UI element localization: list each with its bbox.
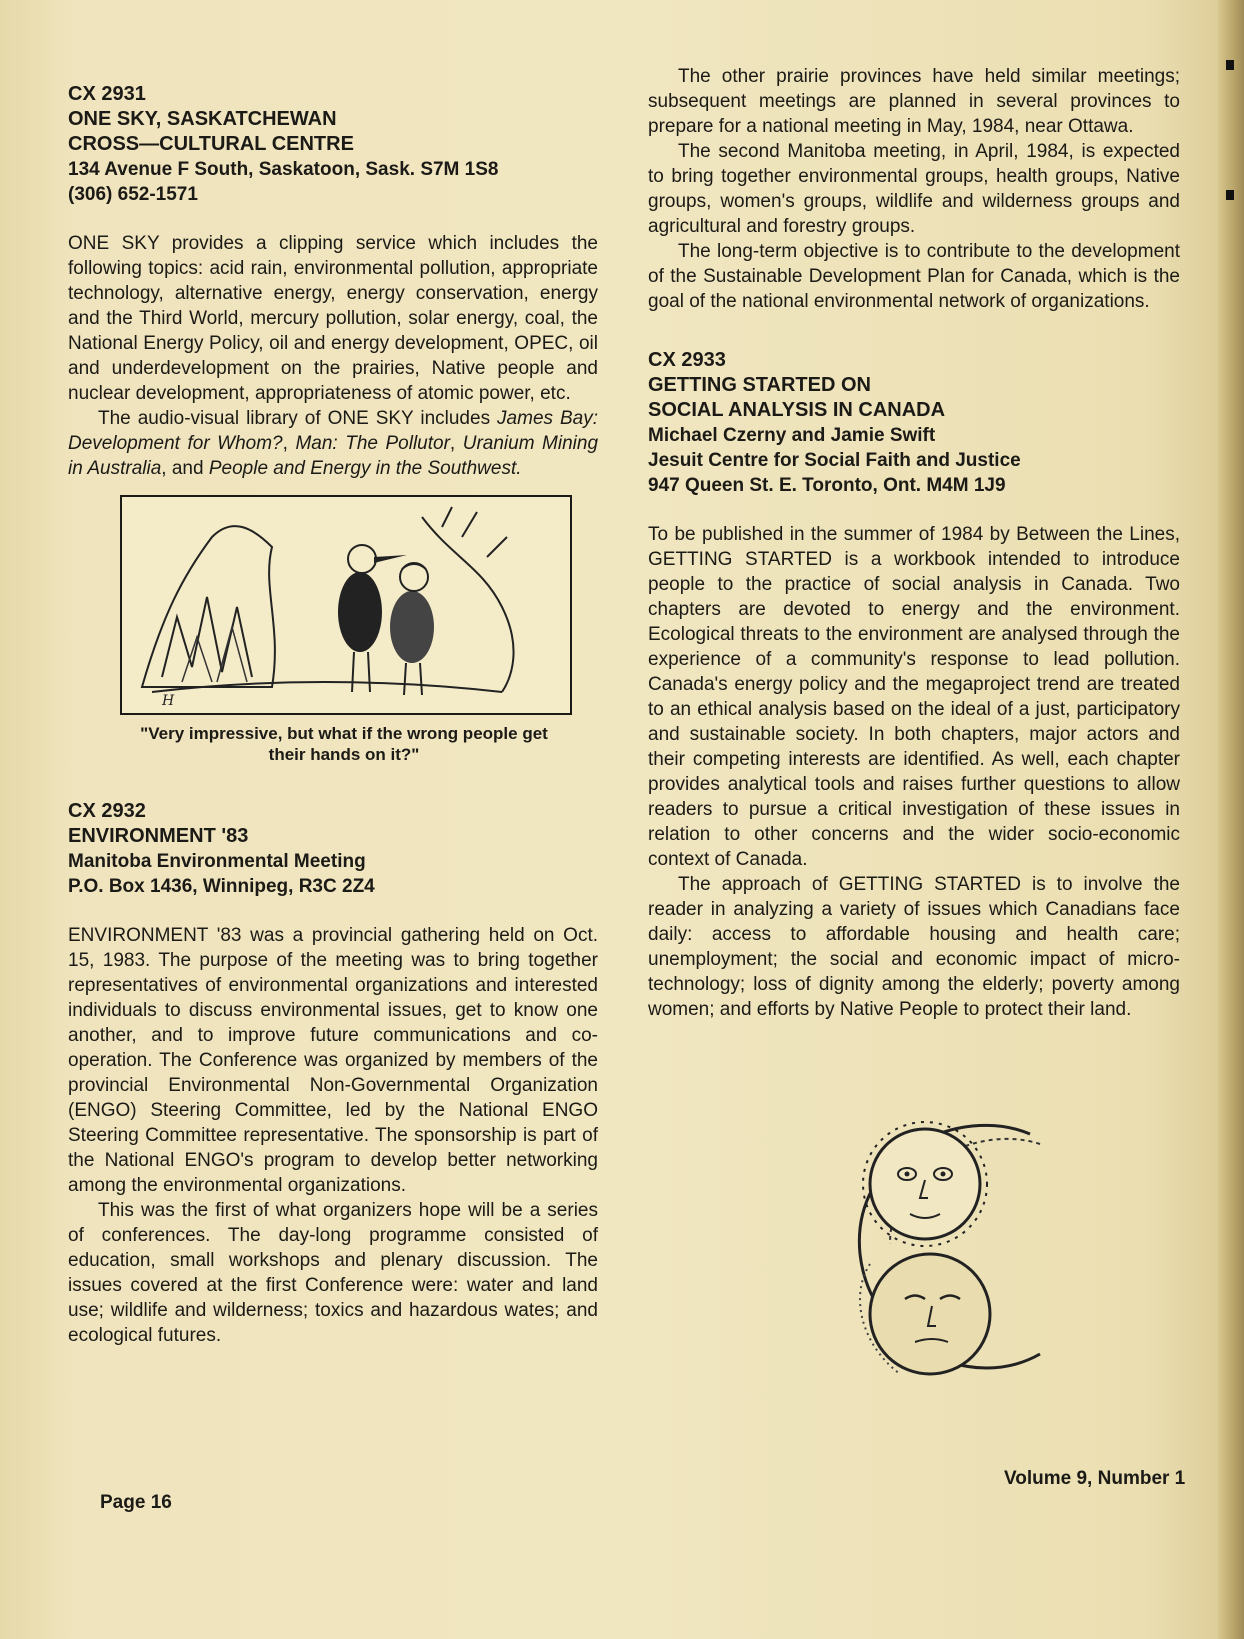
entry-title: ENVIRONMENT '83 [68, 825, 249, 847]
cartoon-illustration [120, 495, 572, 715]
cartoon-drawing [122, 497, 570, 713]
film-title: James Bay: Development for Whom? [68, 408, 598, 454]
entry-title: ONE SKY, SASKATCHEWAN [68, 108, 337, 130]
entry-address: P.O. Box 1436, Winnipeg, R3C 2Z4 [68, 876, 375, 897]
entry-title: GETTING STARTED ON [648, 374, 871, 396]
entry-authors: Michael Czerny and Jamie Swift [648, 425, 936, 446]
entry-cx2931-heading [68, 82, 598, 207]
body-paragraph: The audio-visual library of ONE SKY includes James Bay: Development for Whom?, Man: The Pollutor, Uranium Mining in Australia, and People and Energy in the Southwest. [68, 408, 599, 479]
body-paragraph: The other prairie provinces have held similar meetings; subsequent meetings are planned in several provinces to prepare for a national meeting in May, 1984, near Ottawa. [648, 66, 1180, 137]
page-number: Page 16 [100, 1492, 172, 1513]
entry-address: 134 Avenue F South, Saskatoon, Sask. S7M 1S8 [68, 159, 499, 180]
sun-moon-drawing [810, 1114, 1080, 1394]
sun-moon-illustration [810, 1114, 1080, 1394]
entry-cx2932-heading [68, 799, 598, 899]
body-paragraph: The second Manitoba meeting, in April, 1984, is expected to bring together environmental groups, health groups, Native groups, women's groups, wildlife and wilderness groups and agricultural and forestry groups. [648, 141, 1180, 237]
entry-org: Jesuit Centre for Social Faith and Justice [648, 450, 1021, 471]
body-paragraph: The long-term objective is to contribute to the development of the Sustainable Development Plan for Canada, which is the goal of the national environmental network of organizations. [648, 241, 1180, 312]
film-title: People and Energy in the Southwest. [208, 458, 522, 479]
body-paragraph: To be published in the summer of 1984 by Between the Lines, GETTING STARTED is a workbook intended to introduce people to the practice of social analysis in Canada. Two chapters are devoted to energy and the environment. Ecological threats to the environment are analysed through the experience of a community's response to lead pollution. Canada's energy policy and the megaproject trend are treated to an ethical analysis based on the ideal of a just, participatory and sustainable society. In both chapters, major actors and their competing interests are identified. As well, each chapter provides analytical tools and raises further questions to allow readers to pursue a critical investigation of these issues in relation to other concerns and the wider socio-economic context of Canada. [648, 524, 1180, 870]
page-spine [1218, 0, 1244, 1639]
svg-text:H: H [162, 693, 175, 709]
cartoon-caption: "Very impressive, but what if the wrong people get their hands on it?" [140, 724, 548, 764]
entry-code: CX 2933 [648, 349, 726, 371]
body-paragraph: The approach of GETTING STARTED is to involve the reader in analyzing a variety of issues which Canadians face daily: access to affordable housing and health care; unemployment; the social and economic impact of micro-technology; loss of dignity among the elderly; poverty among women; and efforts by Native People to protect their land. [648, 874, 1180, 1020]
body-paragraph: ONE SKY provides a clipping service which includes the following topics: acid rain, environmental pollution, appropriate technology, alternative energy, energy conservation, energy and the Third World, mercury pollution, solar energy, coal, the National Energy Policy, oil and energy development, OPEC, oil and underdevelopment on the prairies, Native people and nuclear development, appropriateness of atomic power, etc. [68, 233, 598, 404]
film-title: Uranium Mining in Australia [68, 433, 599, 479]
film-title: Man: The Pollutor [295, 433, 450, 454]
entry-code: CX 2932 [68, 800, 146, 822]
entry-cx2933-heading [648, 348, 1180, 498]
entry-title: CROSS—CULTURAL CENTRE [68, 133, 354, 155]
left-column [68, 82, 598, 1348]
entry-code: CX 2931 [68, 83, 146, 105]
entry-org: Manitoba Environmental Meeting [68, 851, 366, 872]
entry-address: 947 Queen St. E. Toronto, Ont. M4M 1J9 [648, 475, 1006, 496]
entry-phone: (306) 652-1571 [68, 184, 198, 205]
body-paragraph: This was the first of what organizers hope will be a series of conferences. The day-long programme consisted of education, small workshops and plenary discussion. The issues covered at the first Conference were: water and land use; wildlife and wilderness; toxics and hazardous wates; and ecological futures. [68, 1200, 598, 1346]
spine-mark [1226, 190, 1234, 200]
spine-mark [1226, 60, 1234, 70]
body-paragraph: ENVIRONMENT '83 was a provincial gathering held on Oct. 15, 1983. The purpose of the meeting was to bring together representatives of environmental organizations and interested individuals to discuss environmental issues, get to know one another, and to improve future communications and co-operation. The Conference was organized by members of the provincial Environmental Non-Governmental Organization (ENGO) Steering Committee, led by the National ENGO Steering Committee representative. The sponsorship is part of the National ENGO's program to develop better networking among the environmental organizations. [68, 925, 598, 1196]
right-column [648, 64, 1180, 1022]
entry-title: SOCIAL ANALYSIS IN CANADA [648, 399, 946, 421]
volume-number: Volume 9, Number 1 [1004, 1468, 1186, 1489]
